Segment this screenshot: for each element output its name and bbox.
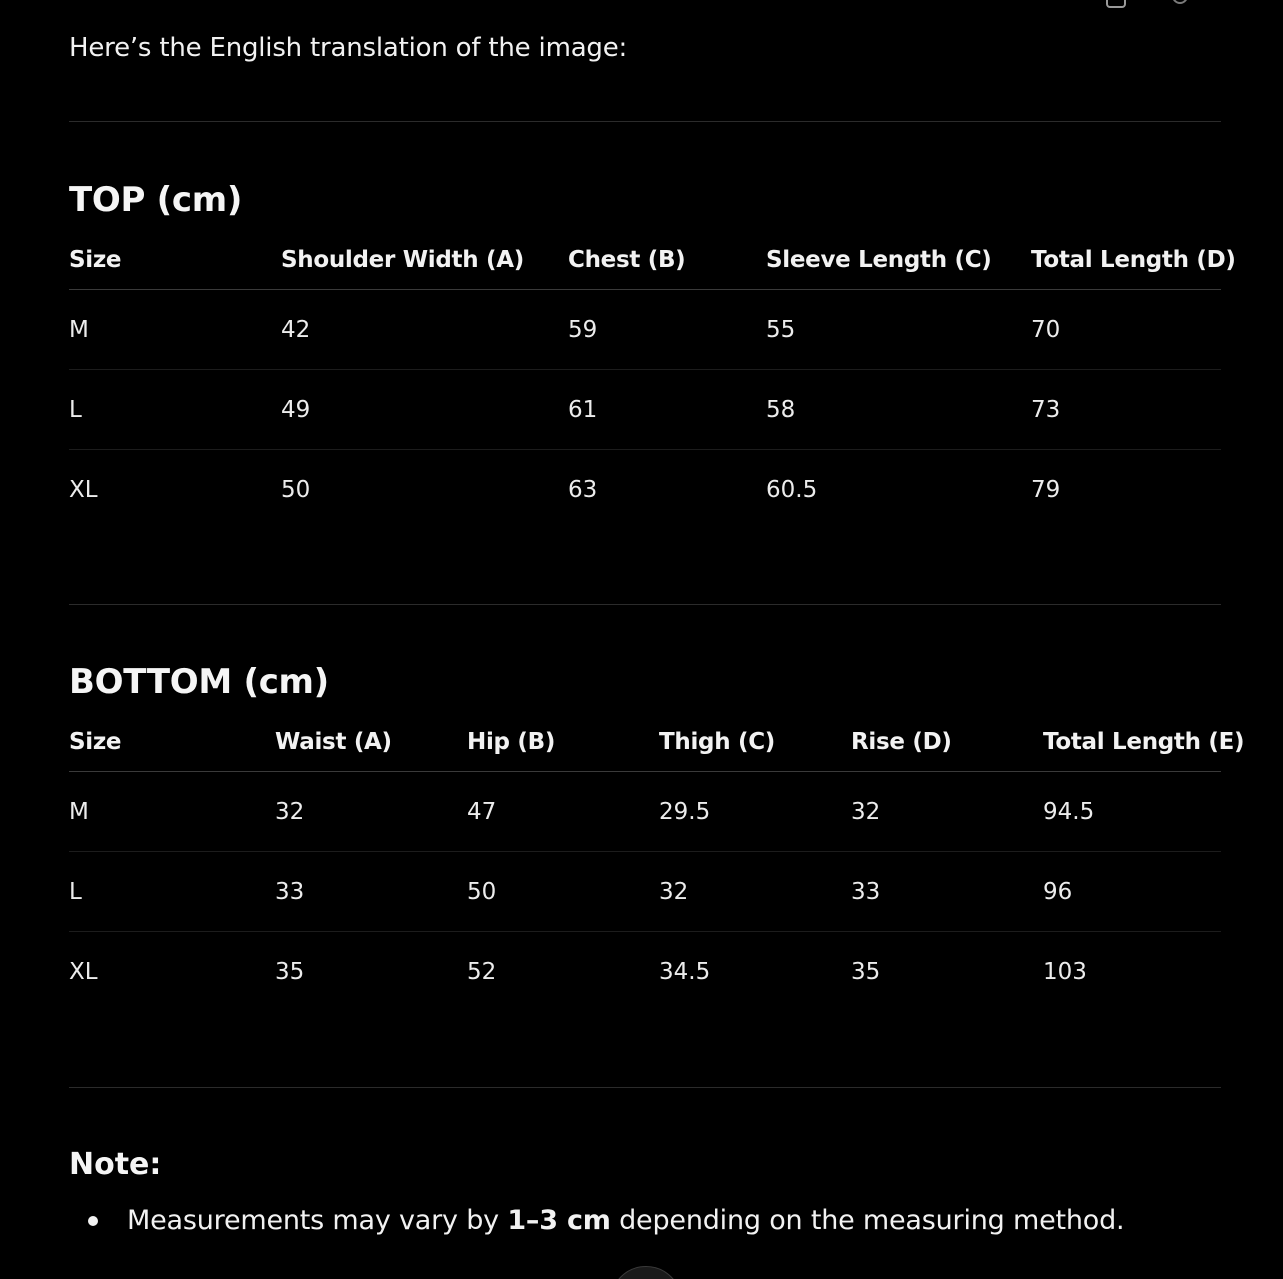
- scroll-down-icon[interactable]: [610, 1266, 682, 1279]
- table-cell: 70: [1031, 290, 1221, 370]
- note-text-before: Measurements may vary by: [127, 1205, 508, 1236]
- table-row: [69, 772, 1221, 852]
- table-header-row: [69, 713, 1221, 772]
- intro-text: Here’s the English translation of the image:: [69, 33, 628, 63]
- table-cell: 103: [1043, 958, 1087, 985]
- table-cell: 29.5: [659, 772, 851, 852]
- table-cell: 52: [467, 958, 497, 985]
- column-header: Total Length (D): [1031, 231, 1221, 290]
- column-header: Sleeve Length (C): [766, 231, 1031, 290]
- table-cell: 61: [568, 370, 766, 450]
- table-row: [69, 450, 1221, 530]
- column-header: Hip (B): [467, 713, 659, 772]
- table-cell: 47: [467, 772, 659, 852]
- divider: [69, 1087, 1221, 1088]
- bottom-size-table: [69, 713, 1245, 1011]
- column-header: Size: [69, 713, 275, 772]
- column-header: Chest (B): [568, 231, 766, 290]
- top-size-table: [69, 231, 1236, 529]
- table-cell: XL: [69, 476, 98, 503]
- table-cell: 59: [568, 290, 766, 370]
- table-cell: M: [69, 290, 281, 370]
- table-cell: 58: [766, 370, 1031, 450]
- table-cell: 32: [659, 852, 851, 932]
- column-header: Shoulder Width (A): [281, 231, 568, 290]
- note-title: Note:: [69, 1147, 162, 1182]
- column-header: Size: [69, 231, 281, 290]
- copy-icon[interactable]: [1106, 0, 1126, 8]
- note-text-after: depending on the measuring method.: [610, 1205, 1125, 1236]
- table-cell: 73: [1031, 370, 1221, 450]
- table-cell: 33: [275, 852, 467, 932]
- column-header: Rise (D): [851, 713, 1043, 772]
- table-cell: 49: [281, 370, 568, 450]
- column-header: Waist (A): [275, 713, 467, 772]
- table-cell: 42: [281, 290, 568, 370]
- table-row: [69, 370, 1221, 450]
- table-header-row: [69, 231, 1221, 290]
- column-header: Thigh (C): [659, 713, 851, 772]
- table-row: [69, 852, 1221, 932]
- table-cell: 35: [851, 958, 881, 985]
- column-header: Total Length (E): [1043, 713, 1221, 772]
- table-cell: 63: [568, 476, 598, 503]
- table-cell: 55: [766, 290, 1031, 370]
- table-cell: 60.5: [766, 476, 818, 503]
- table-cell: 32: [275, 772, 467, 852]
- note-list: [69, 1202, 1221, 1240]
- table-cell: XL: [69, 958, 98, 985]
- note-text-bold: 1–3 cm: [507, 1205, 611, 1236]
- table-cell: 96: [1043, 852, 1221, 932]
- table-row: [69, 932, 1221, 1012]
- divider: [69, 604, 1221, 605]
- bottom-section-title: BOTTOM (cm): [69, 662, 329, 702]
- table-cell: L: [69, 370, 281, 450]
- table-cell: M: [69, 772, 275, 852]
- bullet-icon: [88, 1216, 98, 1226]
- table-cell: 50: [281, 476, 311, 503]
- table-cell: 33: [851, 852, 1043, 932]
- divider: [69, 121, 1221, 122]
- table-cell: L: [69, 852, 275, 932]
- table-row: [69, 290, 1221, 370]
- list-item: [69, 1202, 1221, 1240]
- table-cell: 34.5: [659, 958, 711, 985]
- table-cell: 94.5: [1043, 772, 1221, 852]
- table-cell: 32: [851, 772, 1043, 852]
- table-cell: 35: [275, 958, 305, 985]
- top-section-title: TOP (cm): [69, 180, 243, 220]
- table-cell: 50: [467, 852, 659, 932]
- table-cell: 79: [1031, 476, 1061, 503]
- more-icon[interactable]: [1172, 0, 1188, 4]
